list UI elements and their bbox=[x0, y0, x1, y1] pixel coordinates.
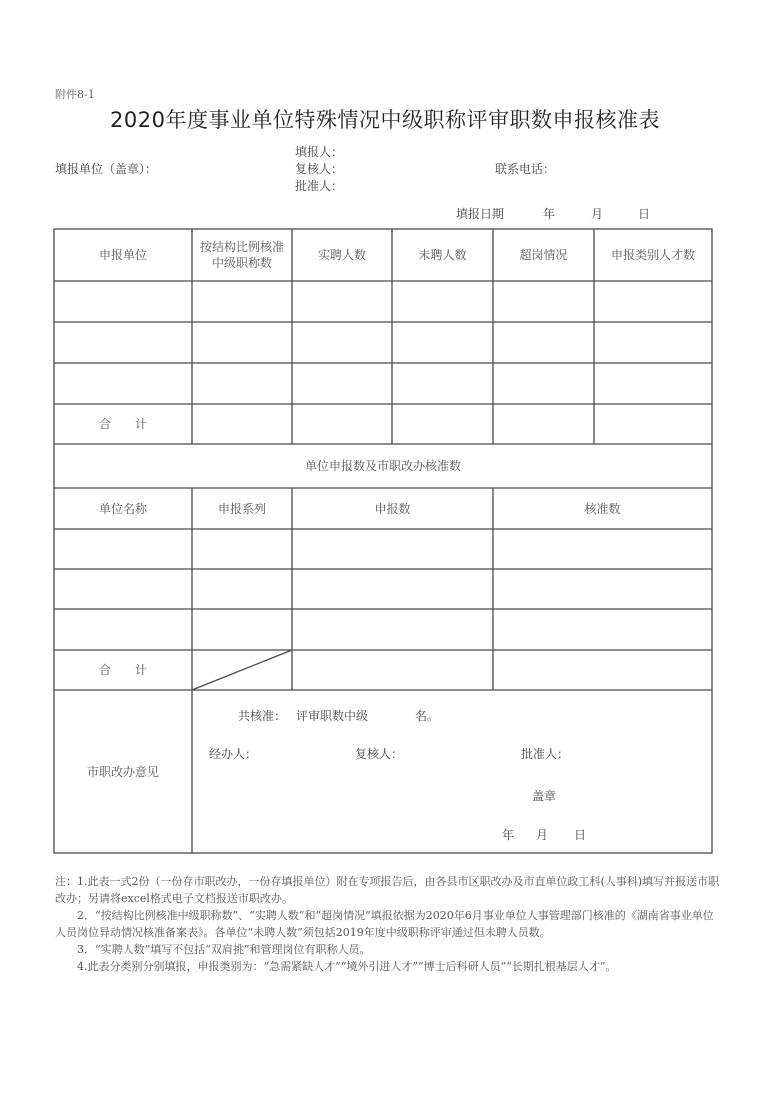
col-header-category-talent: 申报类别人才数 bbox=[610, 248, 695, 262]
opinion-year: 年 bbox=[502, 828, 515, 842]
note-2: 2．“按结构比例核准中级职称数”、“实聘人数”和“超岗情况”填报依据为2020年6月事业单位人事管理部门核准的《湖南省事业单位人员岗位异动情况核准备案表》。各单位“未聘人数”须包括2019年度中级职称评审通过但未聘人员数。 bbox=[55, 909, 714, 939]
phone-field-label: 联系电话： bbox=[495, 162, 556, 176]
opinion-month: 月 bbox=[536, 828, 549, 842]
col-header-approved-count-line2: 中级职称数 bbox=[211, 256, 272, 270]
date-day: 日 bbox=[638, 207, 651, 221]
col-header-unit: 申报单位 bbox=[98, 248, 147, 262]
date-label: 填报日期 bbox=[456, 207, 505, 221]
col-header-approved: 核准数 bbox=[584, 501, 621, 516]
handler-label: 经办人： bbox=[209, 747, 258, 761]
note-1: 注：1.此表一式2份（一份存市职改办，一份存填报单位）附在专项报告后，由各县市区职改办及市直单位政工科(人事科)填写并报送市职改办；另请将excel格式电子文档报送市职改办。 bbox=[55, 875, 720, 905]
seal-label: 盖章 bbox=[532, 789, 557, 803]
approved-total-label: 共核准： bbox=[238, 709, 287, 723]
notes-section bbox=[55, 873, 720, 975]
note-3: 3．“实聘人数”填写不包括“双肩挑”和管理岗位有职称人员。 bbox=[77, 943, 371, 956]
col-header-unhired: 未聘人数 bbox=[418, 248, 467, 262]
table2-total-label: 合 计 bbox=[98, 663, 147, 677]
filler-field-label: 填报人： bbox=[295, 145, 344, 159]
unit-field-label: 填报单位（盖章）： bbox=[55, 162, 158, 176]
date-year: 年 bbox=[543, 207, 556, 221]
col-header-unit-name: 单位名称 bbox=[98, 501, 147, 516]
table2-row[interactable] bbox=[54, 529, 712, 650]
date-month: 月 bbox=[591, 207, 604, 221]
approved-mid-level-label: 评审职数中级 bbox=[296, 709, 369, 723]
opinion-label: 市职改办意见 bbox=[86, 764, 159, 779]
col-header-over-quota: 超岗情况 bbox=[519, 248, 568, 262]
col-header-hired: 实聘人数 bbox=[317, 248, 366, 262]
diagonal-slash bbox=[192, 650, 292, 690]
attachment-label: 附件8-1 bbox=[55, 88, 95, 101]
section2-title: 单位申报数及市职改办核准数 bbox=[304, 459, 461, 473]
col-header-series: 申报系列 bbox=[217, 501, 266, 516]
note-4: 4.此表分类别分别填报，申报类别为：“急需紧缺人才”“境外引进人才”“博士后科研人员”“长期扎根基层人才”。 bbox=[77, 960, 617, 973]
page-title: 2020年度事业单位特殊情况中级职称评审职数申报核准表 bbox=[110, 108, 660, 132]
approver-field-label: 批准人： bbox=[295, 179, 344, 193]
approved-unit-label: 名。 bbox=[415, 709, 440, 723]
reviewer-field-label: 复核人： bbox=[295, 162, 344, 176]
opinion-day: 日 bbox=[574, 828, 587, 842]
table1-total-label: 合 计 bbox=[98, 417, 147, 431]
col-header-approved-count-line1: 按结构比例核准 bbox=[199, 240, 284, 254]
opinion-approver-label: 批准人： bbox=[521, 747, 570, 761]
col-header-declared: 申报数 bbox=[374, 501, 411, 516]
opinion-reviewer-label: 复核人： bbox=[355, 747, 404, 761]
table1-row[interactable] bbox=[54, 281, 712, 404]
col-header-approved-count bbox=[192, 229, 292, 281]
